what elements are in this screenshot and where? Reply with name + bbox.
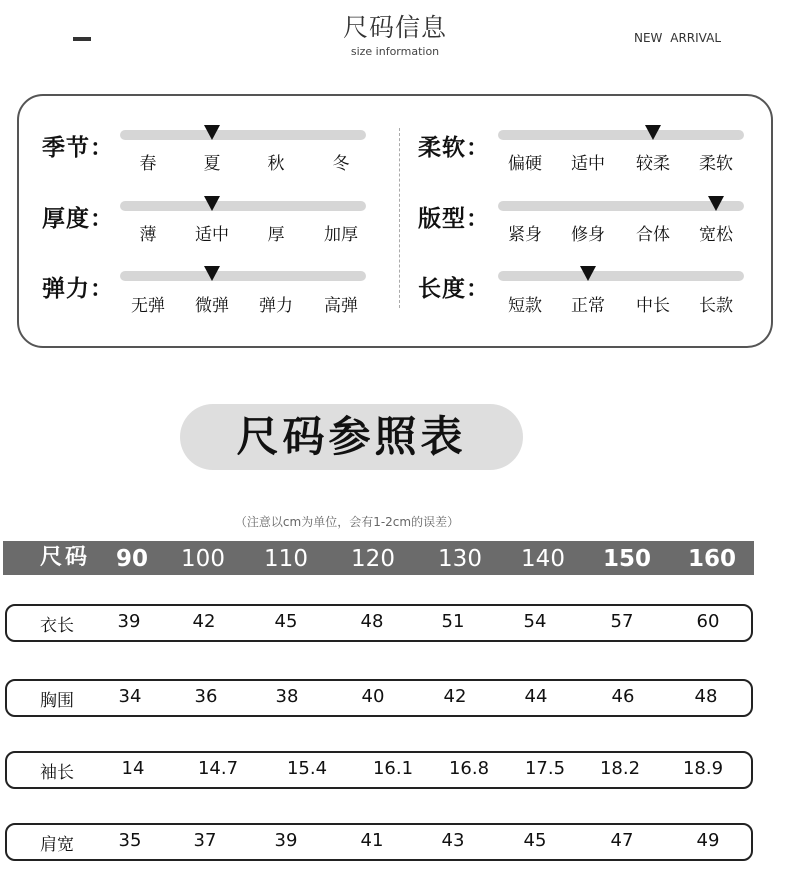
attribute-option: 修身 xyxy=(571,225,605,245)
table-row-label: 袖长 xyxy=(40,763,74,783)
table-cell: 35 xyxy=(118,830,142,851)
attribute-label: 柔软： xyxy=(418,135,490,161)
table-cell: 41 xyxy=(360,830,384,851)
attribute-label: 季节： xyxy=(42,135,114,161)
table-cell: 47 xyxy=(610,830,634,851)
attribute-option: 正常 xyxy=(571,296,605,316)
size-chart-title: 尺码参照表 xyxy=(236,412,467,461)
size-header-label: 尺码 xyxy=(40,545,91,570)
attribute-label: 版型： xyxy=(418,206,490,232)
attribute-option: 适中 xyxy=(571,154,605,174)
attribute-option: 厚 xyxy=(267,225,285,245)
table-row-label: 衣长 xyxy=(40,616,74,636)
attribute-option: 中长 xyxy=(636,296,670,316)
size-header-cell: 130 xyxy=(438,546,482,572)
table-cell: 57 xyxy=(610,611,634,632)
attribute-option: 微弹 xyxy=(195,296,229,316)
attribute-scale-track xyxy=(120,271,366,281)
attribute-option: 合体 xyxy=(636,225,670,245)
table-cell: 45 xyxy=(274,611,298,632)
attribute-scale-track xyxy=(498,130,744,140)
size-header-cell: 150 xyxy=(602,546,651,572)
table-cell: 15.4 xyxy=(286,758,328,779)
table-cell: 54 xyxy=(523,611,547,632)
size-chart-note: （注意以cm为单位，会有1-2cm的误差） xyxy=(234,515,460,529)
selected-marker-icon xyxy=(708,196,724,211)
size-header-cell: 90 xyxy=(115,546,148,572)
attribute-option: 加厚 xyxy=(324,225,358,245)
table-cell: 51 xyxy=(441,611,465,632)
attribute-option: 秋 xyxy=(267,154,285,174)
table-cell: 60 xyxy=(696,611,720,632)
table-cell: 40 xyxy=(361,686,385,707)
table-cell: 42 xyxy=(192,611,216,632)
attribute-option: 适中 xyxy=(195,225,229,245)
selected-marker-icon xyxy=(645,125,661,140)
table-cell: 14 xyxy=(121,758,145,779)
table-cell: 39 xyxy=(117,611,141,632)
table-cell: 48 xyxy=(360,611,384,632)
table-cell: 48 xyxy=(694,686,718,707)
attribute-scale-track xyxy=(498,271,744,281)
table-cell: 36 xyxy=(194,686,218,707)
panel-divider xyxy=(399,128,400,308)
table-cell: 16.8 xyxy=(448,758,490,779)
table-cell: 37 xyxy=(193,830,217,851)
attribute-option: 柔软 xyxy=(699,154,733,174)
attribute-option: 弹力 xyxy=(259,296,293,316)
attribute-scale-track xyxy=(120,130,366,140)
table-cell: 45 xyxy=(523,830,547,851)
attribute-option: 宽松 xyxy=(699,225,733,245)
table-cell: 39 xyxy=(274,830,298,851)
size-header-cell: 140 xyxy=(521,546,565,572)
table-cell: 18.9 xyxy=(682,758,724,779)
title-en: size information xyxy=(350,45,440,58)
size-header-cell: 120 xyxy=(351,546,395,572)
table-cell: 17.5 xyxy=(524,758,566,779)
attribute-option: 偏硬 xyxy=(508,154,542,174)
attribute-option: 冬 xyxy=(332,154,350,174)
size-header-cell: 160 xyxy=(687,546,736,572)
new-arrival-tag: NEW ARRIVAL xyxy=(634,31,721,45)
selected-marker-icon xyxy=(204,125,220,140)
attribute-option: 薄 xyxy=(139,225,157,245)
attribute-option: 较柔 xyxy=(636,154,670,174)
table-cell: 43 xyxy=(441,830,465,851)
attribute-option: 春 xyxy=(139,154,157,174)
attribute-option: 无弹 xyxy=(131,296,165,316)
selected-marker-icon xyxy=(204,196,220,211)
table-cell: 18.2 xyxy=(599,758,641,779)
table-row-label: 胸围 xyxy=(40,691,74,711)
attribute-label: 弹力： xyxy=(42,276,114,302)
selected-marker-icon xyxy=(580,266,596,281)
table-row-label: 肩宽 xyxy=(40,835,74,855)
selected-marker-icon xyxy=(204,266,220,281)
title-zh: 尺码信息 xyxy=(342,13,447,42)
attribute-option: 紧身 xyxy=(508,225,542,245)
attribute-option: 长款 xyxy=(699,296,733,316)
table-cell: 16.1 xyxy=(372,758,414,779)
table-cell: 42 xyxy=(443,686,467,707)
size-header-cell: 110 xyxy=(264,546,308,572)
table-cell: 46 xyxy=(611,686,635,707)
table-cell: 49 xyxy=(696,830,720,851)
attribute-option: 夏 xyxy=(203,154,221,174)
attribute-option: 高弹 xyxy=(324,296,358,316)
attribute-label: 长度： xyxy=(418,276,490,302)
table-cell: 14.7 xyxy=(197,758,239,779)
table-cell: 38 xyxy=(275,686,299,707)
table-cell: 44 xyxy=(524,686,548,707)
attribute-label: 厚度： xyxy=(42,206,114,232)
attribute-option: 短款 xyxy=(508,296,542,316)
attribute-scale-track xyxy=(120,201,366,211)
size-header-cell: 100 xyxy=(181,546,225,572)
table-cell: 34 xyxy=(118,686,142,707)
